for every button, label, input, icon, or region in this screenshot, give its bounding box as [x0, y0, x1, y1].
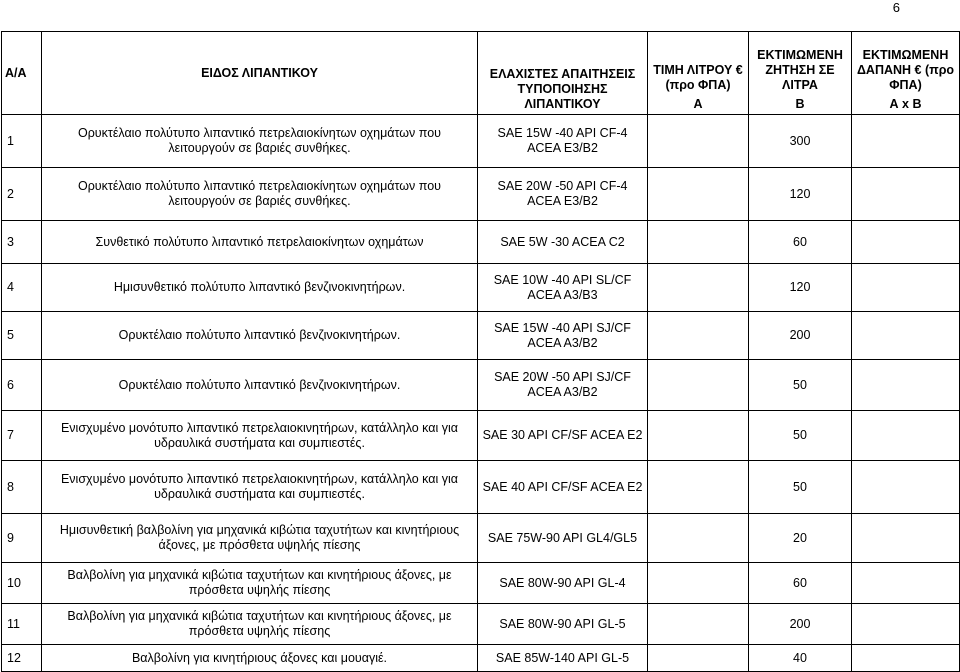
row-price-cell	[648, 115, 749, 168]
row-number: 8	[2, 461, 42, 514]
row-spec: SAE 80W-90 API GL-5	[478, 604, 648, 645]
row-cost-cell	[852, 115, 960, 168]
header-cost	[852, 32, 960, 115]
row-quantity: 50	[749, 411, 852, 461]
row-spec: SAE 15W -40 API CF-4 ACEA E3/B2	[478, 115, 648, 168]
row-spec: SAE 20W -50 API SJ/CF ACEA A3/B2	[478, 360, 648, 411]
row-description: Βαλβολίνη για μηχανικά κιβώτια ταχυτήτων και κινητήριους άξονες, με πρόσθετα υψηλής πίεσης	[42, 604, 478, 645]
row-spec: SAE 20W -50 API CF-4 ACEA E3/B2	[478, 168, 648, 221]
row-cost-cell	[852, 604, 960, 645]
header-cost-code: Α x Β	[889, 97, 922, 111]
table-row	[2, 563, 960, 604]
row-description: Ενισχυμένο μονότυπο λιπαντικό πετρελαιοκινητήρων, κατάλληλο και για υδραυλικά συστήματα και συμπιεστές.	[42, 461, 478, 514]
row-quantity: 50	[749, 360, 852, 411]
row-spec: SAE 75W-90 API GL4/GL5	[478, 514, 648, 563]
row-description: Συνθετικό πολύτυπο λιπαντικό πετρελαιοκίνητων οχημάτων	[42, 221, 478, 264]
row-quantity: 120	[749, 168, 852, 221]
header-aa: Α/Α	[2, 32, 42, 115]
row-spec: SAE 85W-140 API GL-5	[478, 645, 648, 672]
row-spec: SAE 30 API CF/SF ACEA E2	[478, 411, 648, 461]
header-spec: ΕΛΑΧΙΣΤΕΣ ΑΠΑΙΤΗΣΕΙΣ ΤΥΠΟΠΟΙΗΣΗΣ ΛΙΠΑΝΤΙΚΟΥ	[478, 32, 648, 115]
row-description: Βαλβολίνη για μηχανικά κιβώτια ταχυτήτων και κινητήριους άξονες, με πρόσθετα υψηλής πίεσης	[42, 563, 478, 604]
row-price-cell	[648, 312, 749, 360]
lubricants-table	[1, 31, 960, 672]
row-price-cell	[648, 168, 749, 221]
row-quantity: 120	[749, 264, 852, 312]
table-row	[2, 168, 960, 221]
header-price-label: ΤΙΜΗ ΛΙΤΡΟΥ € (προ ΦΠΑ)	[653, 63, 743, 92]
row-description: Βαλβολίνη για κινητήριους άξονες και μουαγιέ.	[42, 645, 478, 672]
row-quantity: 200	[749, 312, 852, 360]
row-cost-cell	[852, 563, 960, 604]
row-description: Ενισχυμένο μονότυπο λιπαντικό πετρελαιοκινητήρων, κατάλληλο και για υδραυλικά συστήματα και συμπιεστές.	[42, 411, 478, 461]
table-row	[2, 115, 960, 168]
row-price-cell	[648, 604, 749, 645]
row-number: 12	[2, 645, 42, 672]
table-row	[2, 461, 960, 514]
row-number: 6	[2, 360, 42, 411]
row-quantity: 60	[749, 563, 852, 604]
row-cost-cell	[852, 461, 960, 514]
row-cost-cell	[852, 312, 960, 360]
row-number: 4	[2, 264, 42, 312]
row-quantity: 300	[749, 115, 852, 168]
row-cost-cell	[852, 514, 960, 563]
row-quantity: 60	[749, 221, 852, 264]
page-number: 6	[892, 0, 900, 15]
table-row	[2, 645, 960, 672]
row-spec: SAE 80W-90 API GL-4	[478, 563, 648, 604]
row-spec: SAE 15W -40 API SJ/CF ACEA A3/B2	[478, 312, 648, 360]
row-cost-cell	[852, 645, 960, 672]
row-description: Ημισυνθετική βαλβολίνη για μηχανικά κιβώτια ταχυτήτων και κινητήριους άξονες, με πρόσθετα υψηλής πίεσης	[42, 514, 478, 563]
header-cost-label: ΕΚΤΙΜΩΜΕΝΗ ΔΑΠΑΝΗ € (προ ΦΠΑ)	[856, 48, 955, 92]
row-quantity: 20	[749, 514, 852, 563]
row-number: 1	[2, 115, 42, 168]
row-spec: SAE 10W -40 API SL/CF ACEA A3/B3	[478, 264, 648, 312]
row-cost-cell	[852, 264, 960, 312]
row-description: Ορυκτέλαιο πολύτυπο λιπαντικό πετρελαιοκίνητων οχημάτων που λειτουργούν σε βαριές συνθήκες.	[42, 168, 478, 221]
row-price-cell	[648, 360, 749, 411]
row-cost-cell	[852, 168, 960, 221]
row-description: Ημισυνθετικό πολύτυπο λιπαντικό βενζινοκινητήρων.	[42, 264, 478, 312]
header-demand-code: Β	[795, 97, 805, 111]
header-demand-label: ΕΚΤΙΜΩΜΕΝΗ ΖΗΤΗΣΗ ΣΕ ΛΙΤΡΑ	[757, 48, 843, 92]
table-row	[2, 221, 960, 264]
row-price-cell	[648, 514, 749, 563]
row-cost-cell	[852, 411, 960, 461]
header-row	[2, 32, 960, 115]
table-row	[2, 411, 960, 461]
row-number: 10	[2, 563, 42, 604]
row-spec: SAE 5W -30 ACEA C2	[478, 221, 648, 264]
row-cost-cell	[852, 221, 960, 264]
row-number: 5	[2, 312, 42, 360]
table-row	[2, 312, 960, 360]
table-row	[2, 604, 960, 645]
row-number: 7	[2, 411, 42, 461]
row-number: 9	[2, 514, 42, 563]
row-number: 11	[2, 604, 42, 645]
row-number: 3	[2, 221, 42, 264]
table-row	[2, 264, 960, 312]
row-price-cell	[648, 645, 749, 672]
row-description: Ορυκτέλαιο πολύτυπο λιπαντικό βενζινοκινητήρων.	[42, 312, 478, 360]
row-description: Ορυκτέλαιο πολύτυπο λιπαντικό βενζινοκινητήρων.	[42, 360, 478, 411]
row-quantity: 40	[749, 645, 852, 672]
row-description: Ορυκτέλαιο πολύτυπο λιπαντικό πετρελαιοκίνητων οχημάτων που λειτουργούν σε βαριές συνθήκες.	[42, 115, 478, 168]
row-quantity: 200	[749, 604, 852, 645]
row-price-cell	[648, 461, 749, 514]
row-number: 2	[2, 168, 42, 221]
row-spec: SAE 40 API CF/SF ACEA E2	[478, 461, 648, 514]
row-cost-cell	[852, 360, 960, 411]
header-price-code: Α	[693, 97, 703, 111]
table-row	[2, 360, 960, 411]
row-price-cell	[648, 264, 749, 312]
header-type: ΕΙΔΟΣ ΛΙΠΑΝΤΙΚΟΥ	[42, 32, 478, 115]
row-price-cell	[648, 411, 749, 461]
header-price	[648, 32, 749, 115]
header-demand	[749, 32, 852, 115]
table-row	[2, 514, 960, 563]
row-quantity: 50	[749, 461, 852, 514]
row-price-cell	[648, 563, 749, 604]
row-price-cell	[648, 221, 749, 264]
